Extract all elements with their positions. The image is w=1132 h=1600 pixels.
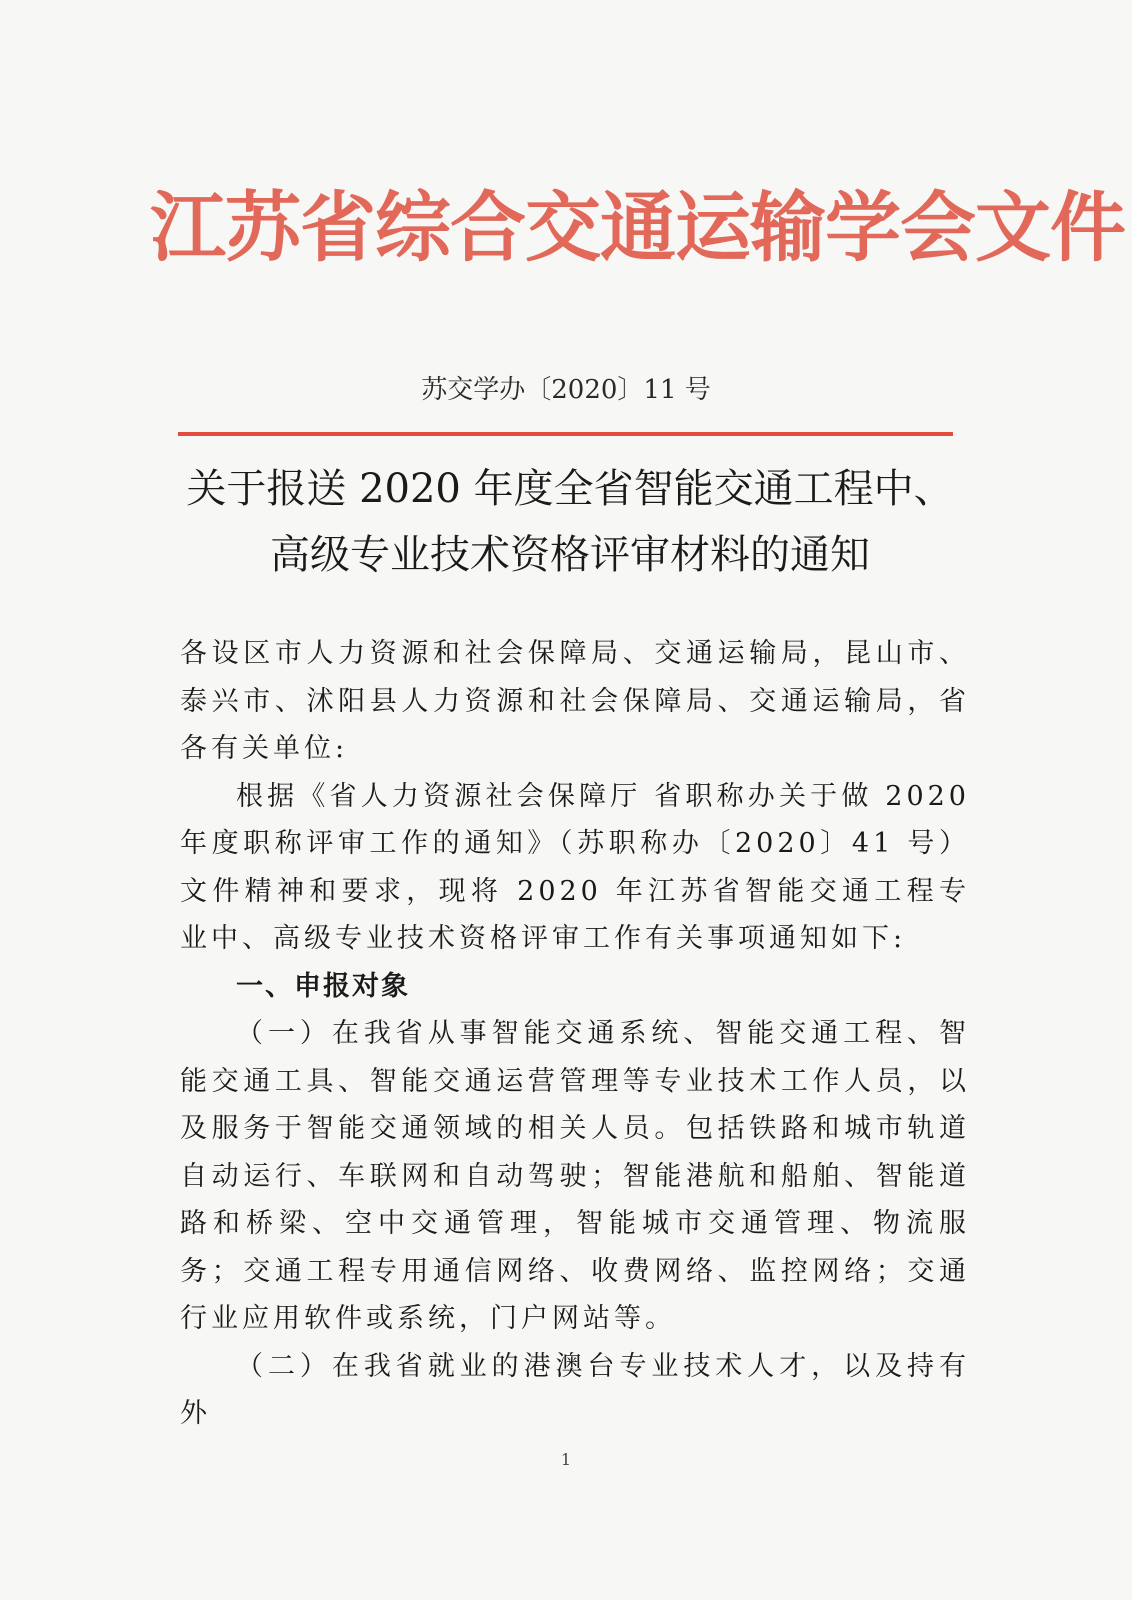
org-header-title: 江苏省综合交通运输学会文件	[150, 183, 1125, 272]
intro-paragraph: 根据《省人力资源社会保障厅 省职称办关于做 2020 年度职称评审工作的通知》（苏职称办〔2020〕41 号）文件精神和要求，现将 2020 年江苏省智能交通工程专业中、高级专业技术资格评审工作有关事项通知如下:	[180, 780, 970, 954]
document-title	[170, 456, 970, 588]
document-title-line-2: 高级专业技术资格评审材料的通知	[270, 532, 870, 578]
section-heading: 一、申报对象	[236, 970, 410, 1002]
red-divider-line	[178, 432, 953, 436]
recipients-paragraph: 各设区市人力资源和社会保障局、交通运输局，昆山市、泰兴市、沭阳县人力资源和社会保障局、交通运输局，省各有关单位:	[180, 638, 970, 764]
document-body	[180, 630, 970, 1438]
item-paragraph-2: （二）在我省就业的港澳台专业技术人才，以及持有外	[180, 1350, 970, 1429]
document-number: 苏交学办〔2020〕11 号	[421, 375, 711, 405]
document-title-line-1: 关于报送 2020 年度全省智能交通工程中、	[186, 466, 954, 512]
page-number: 1	[560, 1450, 572, 1469]
item-paragraph-1: （一）在我省从事智能交通系统、智能交通工程、智能交通工具、智能交通运营管理等专业技术工作人员，以及服务于智能交通领域的相关人员。包括铁路和城市轨道自动运行、车联网和自动驾驶；智能港航和船舶、智能道路和桥梁、空中交通管理，智能城市交通管理、物流服务；交通工程专用通信网络、收费网络、监控网络；交通行业应用软件或系统，门户网站等。	[180, 1018, 970, 1334]
